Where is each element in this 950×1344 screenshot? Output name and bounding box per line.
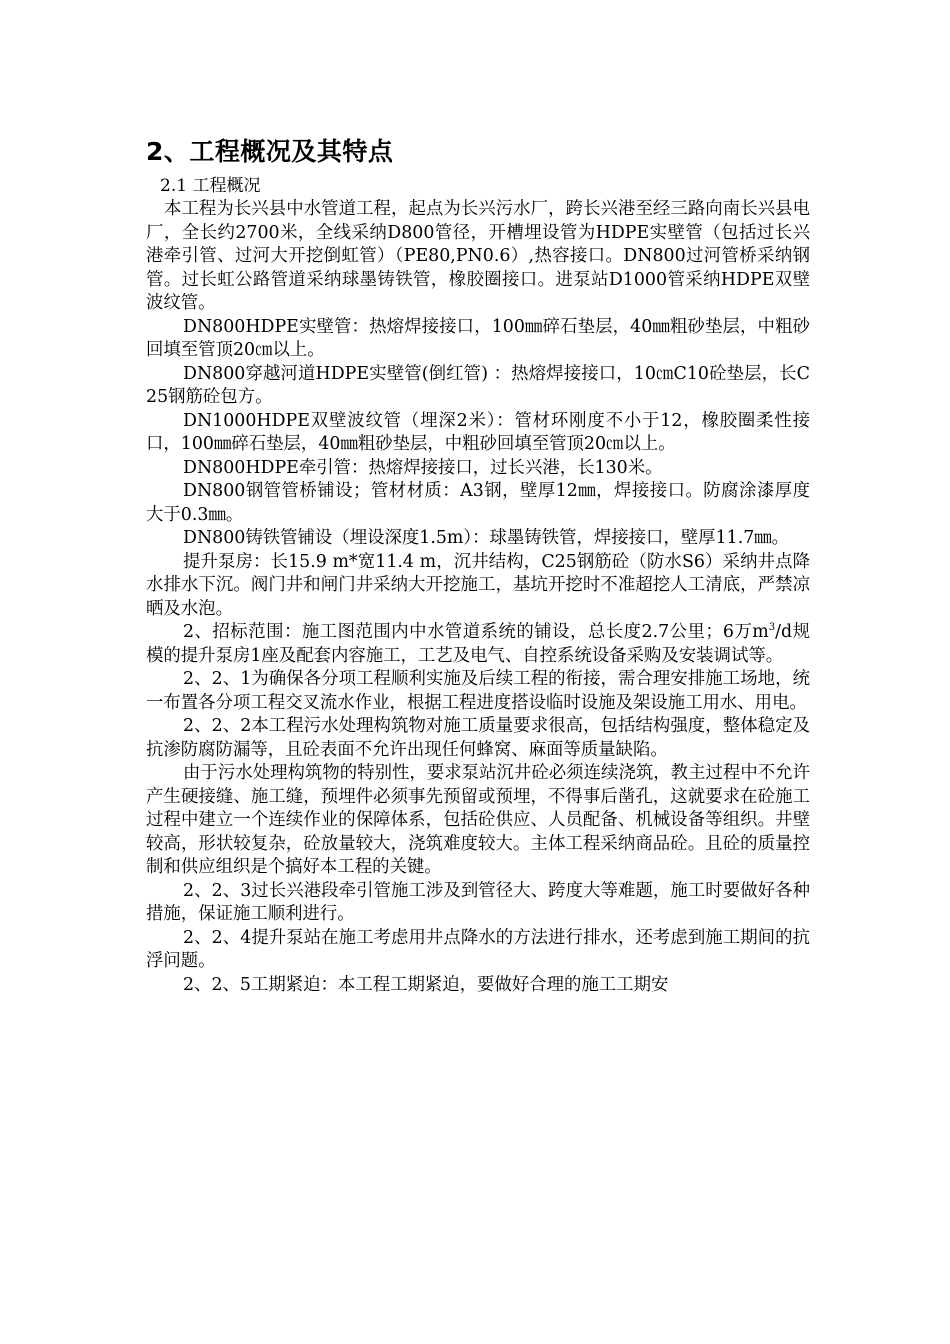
paragraph-bid-scope xyxy=(146,621,810,668)
paragraph-2-2-1: 2、2、1为确保各分项工程顺利实施及后续工程的衔接，需合理安排施工场地，统一布置各分项工程交叉流水作业，根据工程进度搭设临时设施及架设施工用水、用电。 xyxy=(146,669,810,713)
paragraph-dn1000: DN1000HDPE双壁波纹管（埋深2米）：管材环刚度不小于12，橡胶圈柔性接口，100㎜碎石垫层，40㎜粗砂垫层，中粗砂回填至管顶20㎝以上。 xyxy=(146,410,810,454)
section-heading: 2、工程概况及其特点 xyxy=(146,137,394,166)
paragraph-overview: 本工程为长兴县中水管道工程，起点为长兴污水厂，跨长兴港至经三路向南长兴县电厂，全长约2700米，全线采纳D800管径，开槽埋设管为HDPE实壁管（包括过长兴港牵引管、过河大开挖倒虹管）（PE80,PN0.6）,热容接口。DN800过河管桥采纳钢管。过长虹公路管道采纳球墨铸铁管，橡胶圈接口。进泵站D1000管采纳HDPE双壁波纹管。 xyxy=(146,199,810,313)
paragraph-traction-pipe: DN800HDPE牵引管：热熔焊接接口，过长兴港，长130米。 xyxy=(183,457,663,478)
paragraph-pump-house: 提升泵房：长15.9 m*宽11.4 m，沉井结构，C25钢筋砼（防水S6）采纳井点降水排水下沉。阀门井和闸门井采纳大开挖施工，基坑开挖时不准超挖人工清底，严禁凉晒及水泡。 xyxy=(146,551,810,619)
paragraph-steel-bridge: DN800钢管管桥铺设；管材材质：A3钢，壁厚12㎜，焊接接口。防腐涂漆厚度大于0.3㎜。 xyxy=(146,481,810,525)
paragraph-2-2-5: 2、2、5工期紧迫：本工程工期紧迫，要做好合理的施工工期安 xyxy=(183,974,669,995)
paragraph-2-2-4: 2、2、4提升泵站在施工考虑用井点降水的方法进行排水，还考虑到施工期间的抗浮问题。 xyxy=(146,927,810,971)
paragraph-cast-iron: DN800铸铁管铺设（埋设深度1.5m）：球墨铸铁管，焊接接口，壁厚11.7㎜。 xyxy=(183,528,790,548)
subsection-heading: 2.1 工程概况 xyxy=(160,176,261,196)
document-body xyxy=(146,136,810,997)
paragraph-special-nature: 由于污水处理构筑物的特别性，要求泵站沉井砼必须连续浇筑，教主过程中不允许产生硬接缝、施工缝，预埋件必须事先预留或预埋，不得事后凿孔，这就要求在砼施工过程中建立一个连续作业的保障体系，包括砼供应、人员配备、机械设备等组织。井壁较高，形状较复杂，砼放量较大，浇筑难度较大。主体工程采纳商品砼。且砼的质量控制和供应组织是个搞好本工程的关键。 xyxy=(146,763,810,877)
paragraph-dn800-river: DN800穿越河道HDPE实壁管(倒红管) ：热熔焊接接口，10㎝C10砼垫层，长C25钢筋砼包方。 xyxy=(146,363,810,407)
bid-scope-text-a: 2、招标范围：施工图范围内中水管道系统的铺设，总长度2.7公里；6万m xyxy=(183,622,769,642)
paragraph-dn800-hdpe: DN800HDPE实壁管：热熔焊接接口，100㎜碎石垫层，40㎜粗砂垫层，中粗砂回填至管顶20㎝以上。 xyxy=(146,316,810,360)
paragraph-2-2-2: 2、2、2本工程污水处理构筑物对施工质量要求很高，包括结构强度，整体稳定及抗渗防腐防漏等，且砼表面不允许出现任何蜂窝、麻面等质量缺陷。 xyxy=(146,716,810,760)
paragraph-2-2-3: 2、2、3过长兴港段牵引管施工涉及到管径大、跨度大等难题，施工时要做好各种措施，保证施工顺利进行。 xyxy=(146,880,810,924)
bid-scope-superscript: 3 xyxy=(768,622,776,634)
bid-scope-text-b: /d规模的提升泵房1座及配套内容施工，工艺及电气、自控系统设备采购及安装调试等。 xyxy=(146,622,810,666)
